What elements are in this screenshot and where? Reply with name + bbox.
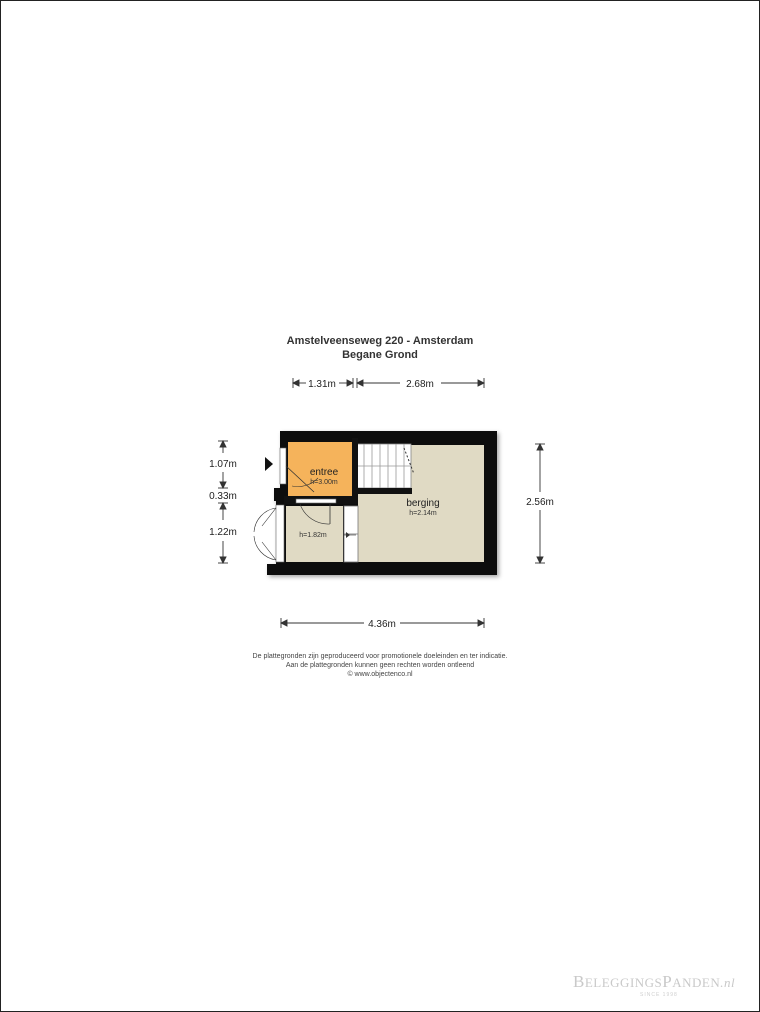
disclaimer-line-1: De plattegronden zijn geproduceerd voor promotionele doeleinden en ter indicatie. xyxy=(252,653,508,660)
plan-subtitle: Begane Grond xyxy=(342,349,418,361)
dim-bottom: 4.36m xyxy=(368,619,396,630)
dim-right: 2.56m xyxy=(526,497,554,508)
room-height-entree: h=3.00m xyxy=(310,479,338,486)
disclaimer-line-2: Aan de plattegronden kunnen geen rechten worden ontleend xyxy=(285,662,475,669)
side-double-door xyxy=(254,505,284,562)
entrance-arrow-icon xyxy=(265,457,273,471)
room-label-berging: berging xyxy=(406,498,440,509)
disclaimer-line-3: © www.objectenco.nl xyxy=(347,671,413,678)
watermark-tagline: SINCE 1998 xyxy=(640,992,678,998)
room-height-small: h=1.82m xyxy=(299,532,327,539)
dim-left-middle: 0.33m xyxy=(209,491,237,502)
room-height-berging: h=2.14m xyxy=(409,510,437,517)
dim-left-lower: 1.22m xyxy=(209,527,237,538)
room-label-entree: entree xyxy=(309,467,339,478)
plan-title: Amstelveenseweg 220 - Amsterdam xyxy=(286,335,474,347)
dim-top-right: 2.68m xyxy=(406,379,434,390)
watermark-logo: BELEGGINGSPANDEN.nl xyxy=(573,972,736,991)
staircase xyxy=(356,444,414,488)
dim-top-left: 1.31m xyxy=(308,379,336,390)
dim-left-upper: 1.07m xyxy=(209,459,237,470)
